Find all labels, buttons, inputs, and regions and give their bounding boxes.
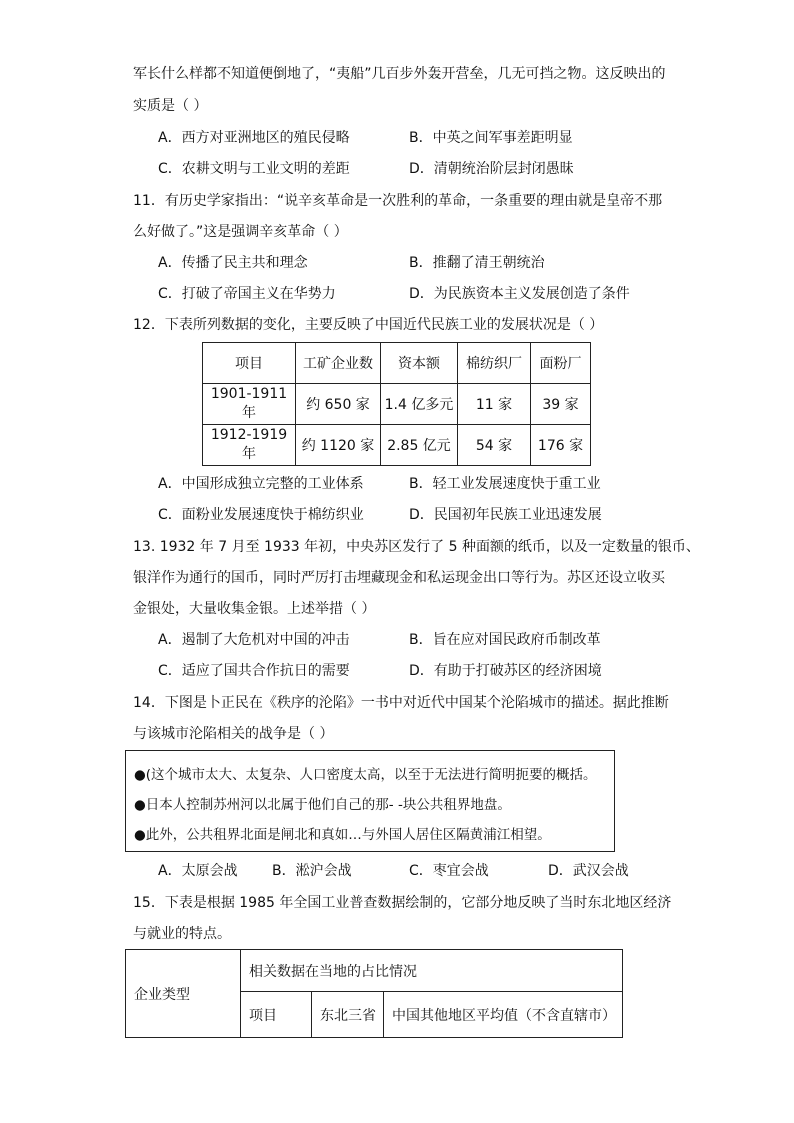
q14-stem-line2: 与该城市沦陷相关的战争是（ ）: [133, 726, 334, 742]
q12-data-table: [202, 342, 591, 466]
q10-option-a: A．西方对亚洲地区的殖民侵略: [158, 130, 350, 146]
q14-option-d: D．武汉会战: [548, 863, 629, 879]
table-header: 项目: [241, 992, 312, 1038]
q13-stem-line1: 13. 1932 年 7 月至 1933 年初，中央苏区发行了 5 种面额的纸币，以及一定数量的银币、: [133, 539, 700, 555]
quote-item: ●(这个城市太大、太复杂、人口密度太高，以至于无法进行简明扼要的概括。: [134, 767, 597, 783]
q11-option-b: B．推翻了清王朝统治: [409, 255, 545, 271]
table-header: 东北三省: [312, 992, 384, 1038]
q11-option-a: A．传播了民主共和理念: [158, 255, 308, 271]
q13-option-a: A．遏制了大危机对中国的冲击: [158, 632, 350, 648]
q15-data-table: [125, 949, 623, 1038]
q13-option-d: D．有助于打破苏区的经济困境: [409, 663, 602, 679]
table-header: 面粉厂: [531, 343, 591, 384]
table-cell: 约 1120 家: [296, 425, 381, 466]
q14-option-b: B．淞沪会战: [272, 863, 352, 879]
table-header: 项目: [203, 343, 296, 384]
table-header: 企业类型: [126, 950, 241, 1038]
table-cell: 1.4 亿多元: [381, 384, 458, 425]
q14-stem-line1: 14．下图是卜正民在《秩序的沦陷》一书中对近代中国某个沦陷城市的描述。据此推断: [133, 695, 669, 711]
table-cell: 54 家: [458, 425, 531, 466]
table-cell: 39 家: [531, 384, 591, 425]
table-cell: 1912-1919 年: [203, 425, 296, 466]
q11-option-c: C．打破了帝国主义在华势力: [158, 286, 336, 302]
q11-option-d: D．为民族资本主义发展创造了条件: [409, 286, 630, 302]
q13-option-c: C．适应了国共合作抗日的需要: [158, 663, 350, 679]
table-cell: 176 家: [531, 425, 591, 466]
q10-option-d: D．清朝统治阶层封闭愚昧: [409, 161, 574, 177]
q12-stem: 12．下表所列数据的变化，主要反映了中国近代民族工业的发展状况是（ ）: [133, 317, 604, 333]
table-cell: 2.85 亿元: [381, 425, 458, 466]
q10-stem-line1: 军长什么样都不知道便倒地了，“夷船”几百步外轰开营垒，几无可挡之物。这反映出的: [133, 66, 666, 82]
q15-stem-line1: 15．下表是根据 1985 年全国工业普查数据绘制的，它部分地反映了当时东北地区经济: [133, 895, 672, 911]
table-cell: 11 家: [458, 384, 531, 425]
table-header: 资本额: [381, 343, 458, 384]
quote-item: ●日本人控制苏州河以北属于他们自己的那- -块公共租界地盘。: [134, 797, 511, 813]
table-header: 相关数据在当地的占比情况: [241, 950, 623, 992]
q13-stem-line2: 银洋作为通行的国币，同时严厉打击埋藏现金和私运现金出口等行为。苏区还设立收买: [133, 570, 665, 586]
q11-stem-line2: 么好做了。”这是强调辛亥革命（ ）: [133, 224, 348, 240]
q12-option-a: A．中国形成独立完整的工业体系: [158, 476, 364, 492]
q15-stem-line2: 与就业的特点。: [133, 926, 231, 942]
q11-stem-line1: 11．有历史学家指出：“说辛亥革命是一次胜利的革命，一条重要的理由就是皇帝不那: [133, 193, 663, 209]
q10-stem-line2: 实质是（ ）: [133, 98, 208, 114]
q14-option-c: C．枣宜会战: [409, 863, 489, 879]
table-cell: 1901-1911 年: [203, 384, 296, 425]
q13-option-b: B．旨在应对国民政府币制改革: [409, 632, 601, 648]
quote-item: ●此外，公共租界北面是闸北和真如…与外国人居住区隔黄浦江相望。: [134, 827, 551, 843]
q10-option-b: B．中英之间军事差距明显: [409, 130, 573, 146]
q12-option-d: D．民国初年民族工业迅速发展: [409, 507, 602, 523]
q12-option-b: B．轻工业发展速度快于重工业: [409, 476, 601, 492]
q12-option-c: C．面粉业发展速度快于棉纺织业: [158, 507, 364, 523]
q14-option-a: A．太原会战: [158, 863, 238, 879]
table-header: 工矿企业数: [296, 343, 381, 384]
q10-option-c: C．农耕文明与工业文明的差距: [158, 161, 350, 177]
table-cell: 约 650 家: [296, 384, 381, 425]
table-header: 棉纺织厂: [458, 343, 531, 384]
q14-quote-box: [125, 750, 615, 852]
q13-stem-line3: 金银处，大量收集金银。上述举措（ ）: [133, 601, 376, 617]
table-header: 中国其他地区平均值（不含直辖市）: [384, 992, 623, 1038]
